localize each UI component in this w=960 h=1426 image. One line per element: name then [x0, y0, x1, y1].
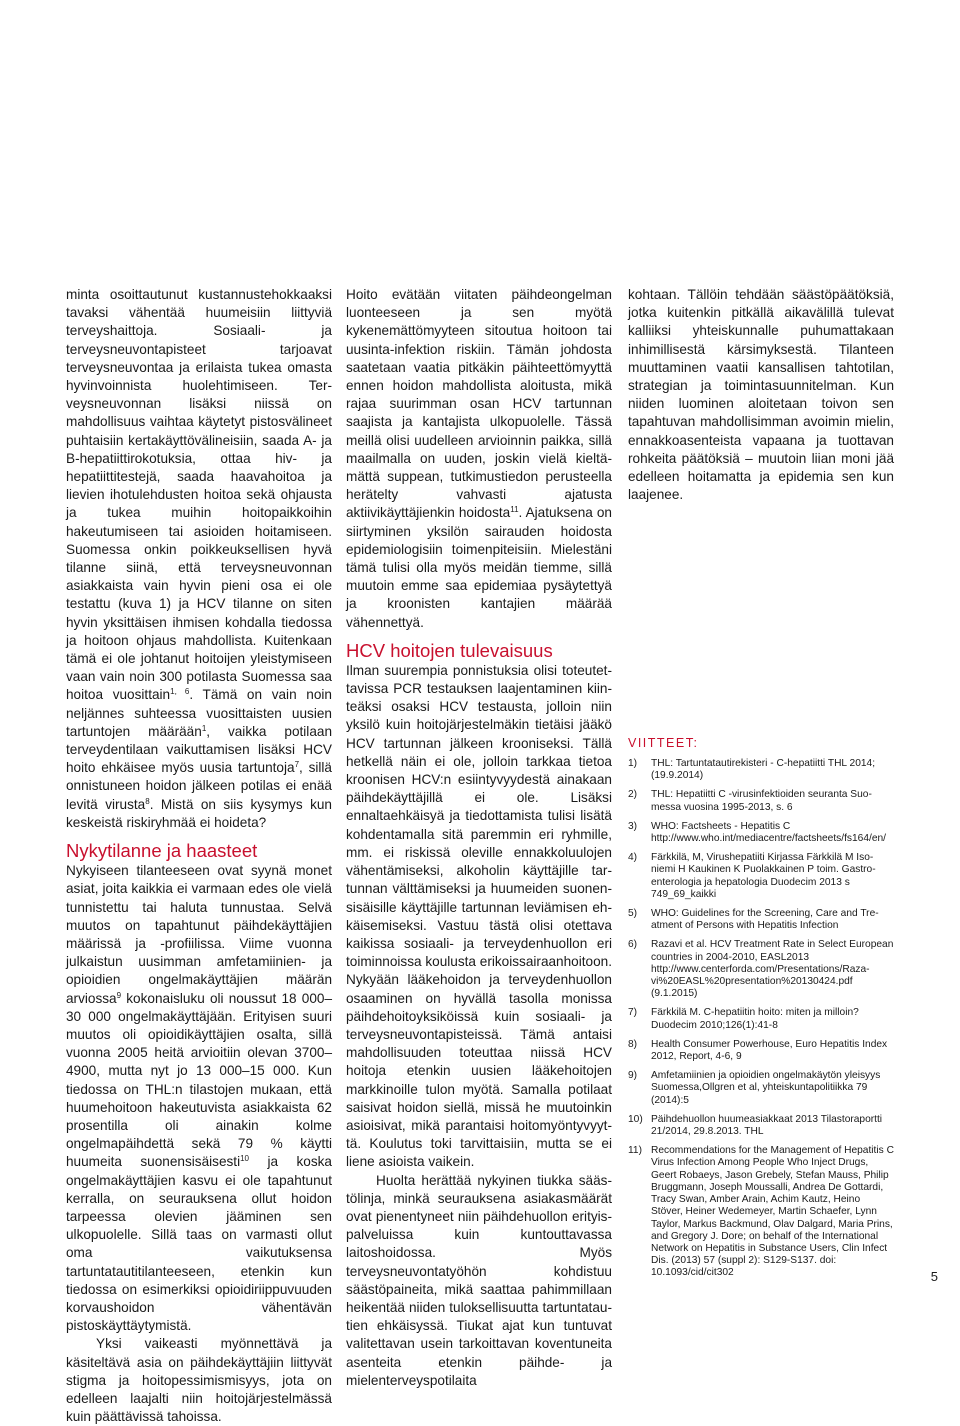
reference-list — [628, 758, 894, 1280]
reference-item — [628, 1114, 894, 1138]
reference-text: Färkkilä M. C-hepatiitin hoito: miten ja milloin? Duodecim 2010;126(1):41-8 — [651, 1007, 859, 1031]
paragraph: Nykyiseen tilanteeseen ovat syynä monet asiat, joita kaikkia ei varmaan edes ole vielä tunnistettu tai haluta tunnustaa. Selvä muutos on tapahtunut päihdekäyttäjien määrissä ja -profiilissa. Viime vuonna julkaistun uusimman amfetamiinien- ja opioidien ongelmakäyttäjien määrän arviossa$^9$ kokonaisluku oli noussut 18 000–30 000 ongelmakäyttäjään. Erityisen suuri muutos oli opioidikäyttäjien osalta, sillä vuonna 2005 heitä arvioitiin olevan 3700–4900, mutta nyt jo 13 000–15 000. Kun tiedossa on THL:n tilastojen mukaan, että huumehoitoon hakeutuvista asiakkaista 62 prosentilla oli ainakin kolme ongelmapäihdettä sekä 79 % käytti huumeita suonensisäisesti$^{10}$ ja koska ongelmakäyttäjien kasvu ei ole tapahtunut kerralla, on seurauksena ollut hoidon tarpeessa olevien jääminen sen ulkopuolelle. Sillä taas on varmasti ollut oma vaikutuksensa tartuntatautitilanteeseen, etenkin kun tiedossa on esimerkiksi opioidiriippuvuuden korvaushoidon vähentävän pistoskäyttäytymistä. — [66, 863, 332, 1334]
reference-item — [628, 1007, 894, 1031]
paragraph: Hoito evätään viitaten päihdeongelman luonteeseen ja sen myötä kykenemättömyyteen sitoutua hoitoon tai uusinta-infektion riskiin. Tämän johdosta saatetaan vaatia pitkäkin päihteettömyyttä ennen hoidon mahdollista aloitusta, mikä rajaa suurimman osan HCV tartunnan saajista ja kantajista ulkopuolelle. Tässä meillä olisi uudelleen arvioinnin paikka, sillä maailmalla on uuden, joskin vielä kieltämättä suppean, tutkimustiedon perusteella herätelty vahvasti ajatusta aktiivikäyttäjienkin hoidosta$^{11}$. Ajatuksena on siirtyminen yksilön sairauden hoidosta epidemiologisiin toimenpiteisiin. Mielestäni tämä tulisi olla myös meidän tiemme, sillä muutoin emme saa epidemiaa pysäytettyä ja kroonisten kantajien määrää vähennettyä. — [346, 287, 612, 630]
reference-number: 9) — [628, 1070, 638, 1082]
reference-item — [628, 1145, 894, 1279]
paragraph: minta osoittautunut kustannustehokkaaksi tavaksi vähentää huumeisiin liittyviä terveyshaittoja. Sosiaali- ja terveysneuvontapisteet tarjoavat terveysneuvontaa ja erilaista tukea omasta hyvinvoinnista huolehtimiseen. Terveysneuvonnan lisäksi niissä on mahdollisuus vaihtaa käytetyt pistosvälineet puhtaisiin kertakäyttövälineisiin, saada A- ja B-hepatiittirokotuksia, ottaa hiv- ja hepatiittitestejä, saada haavahoitoa ja lievien ihotulehdusten hoitoa sekä ohjausta ja tukea muihin hoitopaikkoihin hakeutumiseen tai asioiden hoitamiseen. Suomessa onkin poikkeuksellisen hyvä tilanne siinä, että terveysneuvonnan asiakkaista vain hyvin pieni osa ei ole testattu (kuva 1) ja HCV tilanne on siten hyvin yksittäisen ihmisen kohdalla tiedossa ja hoitoon ohjaus mahdollista. Kuitenkaan tämä ei ole johtanut hoitoijen yleistymiseen vaan vain noin 300 potilasta Suomessa saa hoitoa vuosittain$^{1, 6}$. Tämä on vain noin neljännes suhteessa vuosittaisten uusien tartuntojen määrään$^1$, vaikka potilaan terveydentilaan vaikuttamisen lisäksi HCV hoito ehkäisee myös uusia tartuntoja$^7$, sillä onnistuneen hoidon jälkeen potilas ei enää levitä virusta$^8$. Mistä on siis kysymys kun keskeistä riskiryhmää ei hoideta? — [66, 287, 333, 830]
reference-text: Amfetamiinien ja opioidien ongelmakäytön yleisyys Suomessa,Ollgren et al, yhteiskuntapolitiikka 79 (2014):5 — [651, 1070, 881, 1106]
reference-text: Health Consumer Powerhouse, Euro Hepatitis Index 2012, Report, 4-6, 9 — [651, 1038, 888, 1063]
reference-number: 7) — [628, 1007, 638, 1019]
reference-item — [628, 758, 894, 782]
reference-item — [628, 908, 894, 932]
paragraph: Ilman suurempia ponnistuksia olisi toteutettavissa PCR testauksen laajentaminen kiinteäksi osaksi HCV testausta, jolloin niin yksilö kuin hoitojärjestelmäkin tietäisi jääkö HCV tartunnan jälkeen krooniseksi. Tällä hetkellä näin ei ole, jolloin tarkkaa tietoa kroonisen HCV:n esiintyvyydestä ainakaan päihdekäyttäjillä ei ole. Lisäksi ennaltaehkäisyä ja tiedottamista tulisi lisätä kohdentamalla sitä paremmin eri ryhmille, mm. ei riskissä oleville ennakkoluulojen vähentämiseksi, alkoholin käyttäjille tartunnan välttämiseksi ja huumeiden suonensisäisille käyttäjille tartunnan leviämisen ehkäisemiseksi. Vastuu tästä olisi otettava kaikissa sosiaali- ja terveydenhuollon eri toiminnoissa koulusta erikoissairaanhoitoon. Nykyään lääkehoidon ja terveydenhuollon osaaminen on hyvällä tasolla monissa päihdehoitoyksiköissä kuin sosiaali- ja terveysneuvontapisteissä. Tämä antaisi mahdollisuuden toteuttaa niissä HCV hoitoja etenkin uusien lääkehoitojen markkinoille tulon myötä. Samalla potilaat saisivat hoidon siellä, missä he muutoinkin asioisivat, mikä parantaisi hoitomyöntyvyyttä. Koulutus toki tarvittaisiin, mutta se ei liene asioista vaikein. — [346, 662, 612, 1170]
paragraph: Huolta herättää nykyinen tiukka säästölinja, minkä seurauksena asiakasmäärät ovat pienentyneet niin päihdehuollon erityispalveluissa kuin kuntouttavassa laitoshoidossa. Myös terveysneuvontatyöhön kohdistuu säästöpaineita, mikä saattaa pahimmillaan heikentää niiden tuloksellisuutta tartuntatautien ehkäisyssä. Tiukat ajat kun tuntuvat valitettavan usein tarkoittavan koventuneita asenteita etenkin päihde- ja mielenterveyspotilaita — [346, 1172, 612, 1388]
reference-number: 5) — [628, 908, 638, 920]
section-heading-nykytilanne: Nykytilanne ja haasteet — [66, 840, 258, 862]
reference-text: WHO: Factsheets - Hepatitis C http://www.who.int/mediacentre/factsheets/fs164/en/ — [651, 820, 887, 845]
paragraph: kohtaan. Tällöin tehdään säästöpäätöksiä, jotka kuitenkin pitkällä aikavälillä tulevat kalliiksi yhteiskunnalle puhumattakaan inhimillisestä kärsimyksestä. Tilanteen muuttaminen vaatii kansallisen tahtotilan, strategian ja toimintasuunnitelman. Kun niiden luominen aloitetaan toivon sen tapahtuvan mahdollisimman avoimin mielin, ennakkoasenteista vapaana ja tuottavan rohkeita päätöksiä – muutoin liian moni jää edelleen hoitamatta ja epidemia sen kun laajenee. — [628, 287, 894, 503]
page-number: 5 — [930, 1269, 938, 1284]
reference-number: 2) — [628, 789, 638, 801]
reference-text: Razavi et al. HCV Treatment Rate in Select European countries in 2004-2010, EASL2013 http://www.centerforda.com/Presentations/Razavi%20EASL%20presentation%20130424.pdf (9.1.2015) — [651, 939, 894, 1000]
reference-text: WHO: Guidelines for the Screening, Care and Treatment of Persons with Hepatitis Infection — [651, 908, 879, 932]
reference-item — [628, 1039, 894, 1063]
column-2 — [346, 286, 612, 1390]
column-1 — [66, 286, 332, 1426]
reference-item — [628, 1070, 894, 1107]
reference-text: THL: Hepatiitti C -virusinfektioiden seuranta Suomessa vuosina 1995-2013, s. 6 — [651, 789, 872, 813]
reference-number: 11) — [628, 1145, 642, 1157]
reference-text: Recommendations for the Management of Hepatitis C Virus Infection Among People Who Inject Drugs, Geert Robaeys, Jason Grebely, Stefan Mauss, Philip Bruggmann, Joseph Moussalli, Andrea De Gottardi, Tracy Swan, Amber Arain, Achim Kautz, Heino Stöver, Heiner Wedemeyer, Martin Schaefer, Lynn Taylor, Markus Backmund, Olav Dalgard, Maria Prins, and Gregory J. Dore; on behalf of the International Network on Hepatitis in Substance Users, Clin Infect Dis. (2013) 57 (suppl 2): S129-S137. doi: 10.1093/cid/cit302 — [651, 1145, 894, 1279]
reference-text: Färkkilä, M, Virushepatiiti Kirjassa Färkkilä M Isoniemi H Kaukinen K Puolakkainen P toim. Gastroenterologia ja hepatologia Duodecim 2013 s 749_69_kaikki — [651, 852, 876, 900]
reference-item — [628, 821, 894, 845]
reference-number: 4) — [628, 852, 638, 864]
reference-item — [628, 939, 894, 1000]
paragraph: Yksi vaikeasti myönnettävä ja käsiteltävä asia on päihdekäyttäjiin liittyvät stigma ja hoitopessimismisyys, jota on edelleen laajalti niin hoitojärjestelmässä kuin päättävissä tahoissa. — [66, 1336, 332, 1425]
reference-number: 3) — [628, 820, 638, 832]
references-title: VIITTEET: — [628, 736, 699, 750]
column-3 — [628, 286, 894, 504]
reference-text: Päihdehuollon huumeasiakkaat 2013 Tilastoraportti 21/2014, 29.8.2013. THL — [651, 1113, 883, 1138]
reference-number: 1) — [628, 758, 638, 769]
references — [628, 736, 894, 1287]
reference-number: 6) — [628, 939, 638, 951]
reference-number: 8) — [628, 1038, 638, 1050]
reference-item — [628, 789, 894, 813]
section-heading-hcv-hoitojen-tulevaisuus: HCV hoitojen tulevaisuus — [346, 639, 553, 661]
reference-number: 10) — [628, 1113, 643, 1125]
reference-text: THL: Tartuntatautirekisteri - C-hepatiitti THL 2014; (19.9.2014) — [651, 758, 876, 782]
reference-item — [628, 852, 894, 901]
